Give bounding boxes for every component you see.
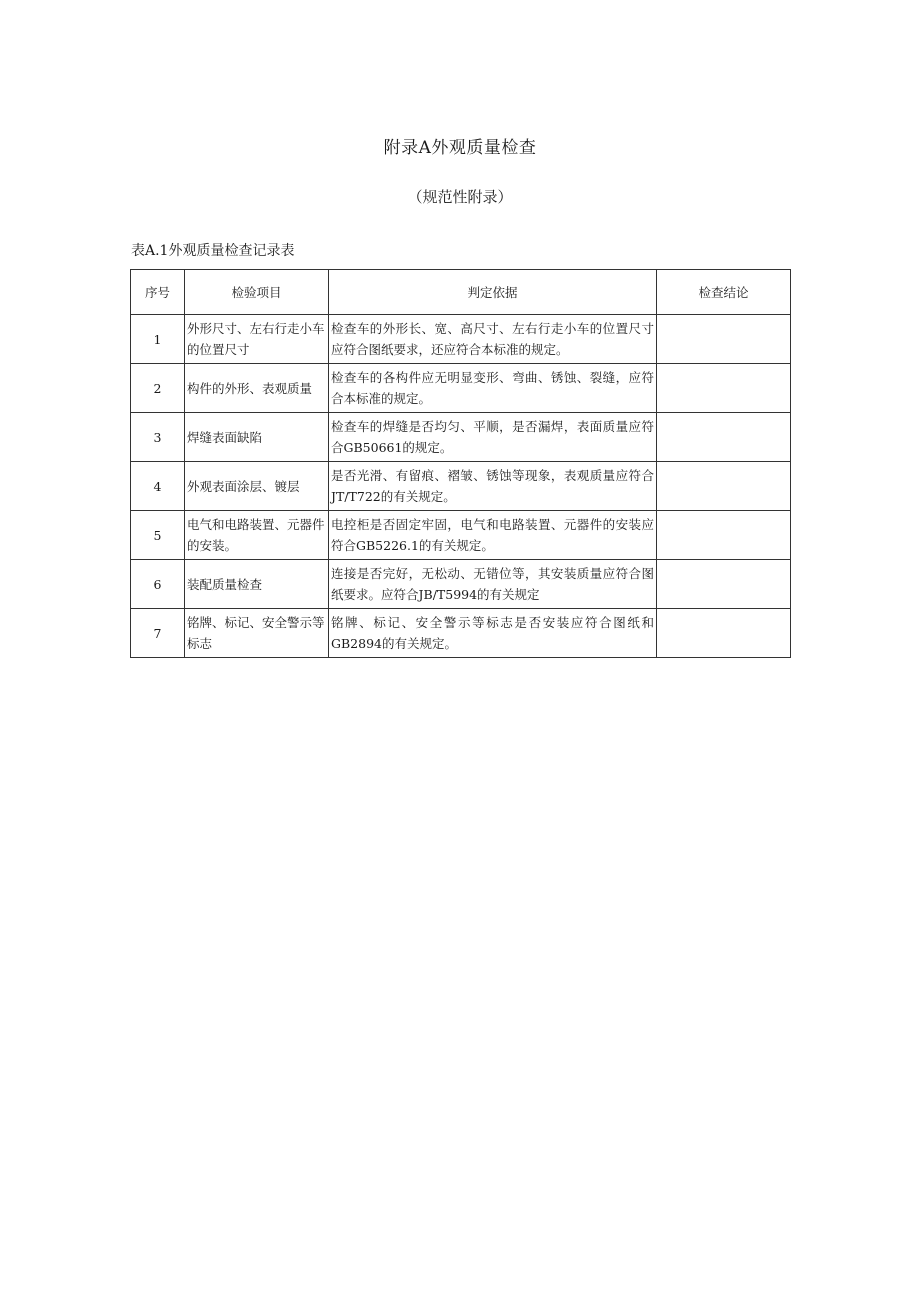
row-judgment-basis: 检查车的外形长、宽、高尺寸、左右行走小车的位置尺寸应符合图纸要求，还应符合本标准的规定。: [329, 315, 657, 364]
row-conclusion-cell[interactable]: [657, 315, 791, 364]
table-row: [131, 462, 791, 511]
inspection-record-table: [130, 269, 791, 658]
row-conclusion-cell[interactable]: [657, 462, 791, 511]
table-row: [131, 413, 791, 462]
table-caption: 表A.1外观质量检查记录表: [131, 243, 295, 259]
appendix-title: 附录A外观质量检查: [383, 138, 537, 158]
row-serial-number: 1: [131, 315, 185, 364]
row-conclusion-cell[interactable]: [657, 364, 791, 413]
row-judgment-basis: 检查车的焊缝是否均匀、平顺，是否漏焊，表面质量应符合GB50661的规定。: [329, 413, 657, 462]
row-serial-number: 5: [131, 511, 185, 560]
table-row: [131, 315, 791, 364]
row-judgment-basis: 连接是否完好，无松动、无错位等，其安装质量应符合图纸要求。应符合JB/T5994的有关规定: [329, 560, 657, 609]
header-judgment-basis: 判定依据: [329, 270, 657, 315]
row-conclusion-cell[interactable]: [657, 511, 791, 560]
row-serial-number: 6: [131, 560, 185, 609]
row-judgment-basis: 电控柜是否固定牢固，电气和电路装置、元器件的安装应符合GB5226.1的有关规定。: [329, 511, 657, 560]
row-inspection-item: 构件的外形、表观质量: [185, 364, 329, 413]
table-row: [131, 364, 791, 413]
header-inspection-item: 检验项目: [185, 270, 329, 315]
row-inspection-item: 装配质量检查: [185, 560, 329, 609]
row-inspection-item: 焊缝表面缺陷: [185, 413, 329, 462]
table-row: [131, 560, 791, 609]
header-serial-number: 序号: [131, 270, 185, 315]
row-conclusion-cell[interactable]: [657, 413, 791, 462]
row-judgment-basis: 是否光滑、有留痕、褶皱、锈蚀等现象，表观质量应符合JT/T722的有关规定。: [329, 462, 657, 511]
row-inspection-item: 铭牌、标记、安全警示等标志: [185, 609, 329, 658]
header-inspection-conclusion: 检查结论: [657, 270, 791, 315]
table-row: [131, 511, 791, 560]
table-header-row: [131, 270, 791, 315]
table-row: [131, 609, 791, 658]
row-serial-number: 3: [131, 413, 185, 462]
row-judgment-basis: 检查车的各构件应无明显变形、弯曲、锈蚀、裂缝，应符合本标准的规定。: [329, 364, 657, 413]
row-inspection-item: 外观表面涂层、镀层: [185, 462, 329, 511]
row-inspection-item: 外形尺寸、左右行走小车的位置尺寸: [185, 315, 329, 364]
row-judgment-basis: 铭牌、标记、安全警示等标志是否安装应符合图纸和GB2894的有关规定。: [329, 609, 657, 658]
appendix-subtitle: （规范性附录）: [407, 188, 513, 206]
row-inspection-item: 电气和电路装置、元器件的安装。: [185, 511, 329, 560]
row-conclusion-cell[interactable]: [657, 560, 791, 609]
row-serial-number: 7: [131, 609, 185, 658]
row-conclusion-cell[interactable]: [657, 609, 791, 658]
row-serial-number: 2: [131, 364, 185, 413]
row-serial-number: 4: [131, 462, 185, 511]
